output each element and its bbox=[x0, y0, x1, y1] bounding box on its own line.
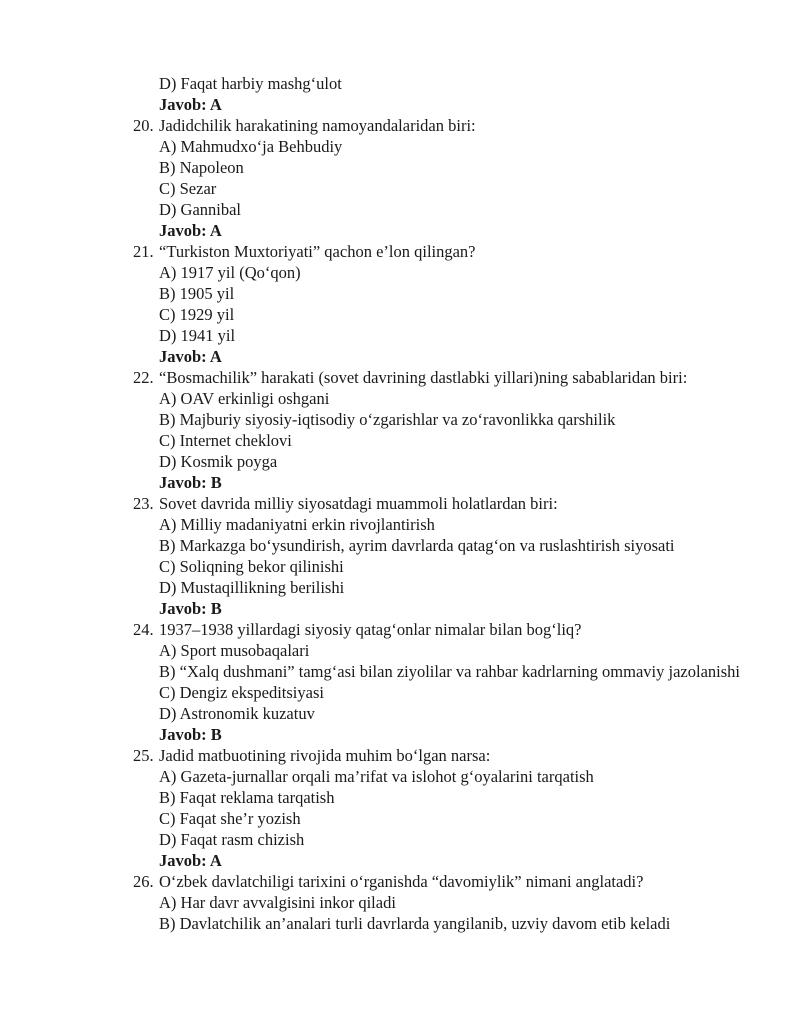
question-number: 22. bbox=[133, 368, 154, 387]
question-number: 25. bbox=[133, 746, 154, 765]
answer: Javob: A bbox=[159, 221, 222, 240]
question-26 bbox=[0, 871, 800, 892]
option: C) Soliqning bekor qilinishi bbox=[159, 557, 344, 576]
question-text: “Bosmachilik” harakati (sovet davrining dastlabki yillari)ning sabablaridan biri: bbox=[159, 368, 688, 387]
option: B) “Xalq dushmani” tamg‘asi bilan ziyolilar va rahbar kadrlarning ommaviy jazolanishi bbox=[159, 662, 740, 681]
question-number: 24. bbox=[133, 620, 154, 639]
question-23 bbox=[0, 493, 800, 514]
question-text: Sovet davrida milliy siyosatdagi muammoli holatlardan biri: bbox=[159, 494, 558, 513]
option: B) Majburiy siyosiy-iqtisodiy o‘zgarishlar va zo‘ravonlikka qarshilik bbox=[159, 410, 616, 429]
question-text: Jadidchilik harakatining namoyandalaridan biri: bbox=[159, 116, 476, 135]
option: D) Mustaqillikning berilishi bbox=[159, 578, 345, 597]
option: B) Napoleon bbox=[159, 158, 244, 177]
question-text: 1937–1938 yillardagi siyosiy qatag‘onlar nimalar bilan bog‘liq? bbox=[159, 620, 582, 639]
option: A) Har davr avvalgisini inkor qiladi bbox=[159, 893, 396, 912]
question-21 bbox=[0, 241, 800, 262]
question-number: 21. bbox=[133, 242, 154, 261]
option: C) Dengiz ekspeditsiyasi bbox=[159, 683, 324, 702]
option: A) Gazeta-jurnallar orqali ma’rifat va islohot g‘oyalarini tarqatish bbox=[159, 767, 594, 786]
answer: Javob: B bbox=[159, 725, 222, 744]
question-25 bbox=[0, 745, 800, 766]
answer: Javob: B bbox=[159, 473, 222, 492]
option: D) Gannibal bbox=[159, 200, 242, 219]
question-number: 23. bbox=[133, 494, 154, 513]
option: D) 1941 yil bbox=[159, 326, 236, 345]
question-text: Jadid matbuotining rivojida muhim bo‘lgan narsa: bbox=[159, 746, 491, 765]
question-24 bbox=[0, 619, 800, 640]
answer: Javob: B bbox=[159, 599, 222, 618]
option: C) 1929 yil bbox=[159, 305, 235, 324]
quiz-content bbox=[0, 73, 800, 934]
question-number: 20. bbox=[133, 116, 154, 135]
question-text: O‘zbek davlatchiligi tarixini o‘rganishda “davomiylik” nimani anglatadi? bbox=[159, 872, 644, 891]
option: C) Sezar bbox=[159, 179, 217, 198]
option: D) Astronomik kuzatuv bbox=[159, 704, 315, 723]
question-20 bbox=[0, 115, 800, 136]
option: A) OAV erkinligi oshgani bbox=[159, 389, 330, 408]
option-d-top: D) Faqat harbiy mashg‘ulot bbox=[159, 74, 342, 93]
question-22 bbox=[0, 367, 800, 388]
question-number: 26. bbox=[133, 872, 154, 891]
option: D) Faqat rasm chizish bbox=[159, 830, 305, 849]
answer: Javob: A bbox=[159, 851, 222, 870]
option: A) Milliy madaniyatni erkin rivojlantirish bbox=[159, 515, 435, 534]
option: C) Faqat she’r yozish bbox=[159, 809, 301, 828]
answer: Javob: A bbox=[159, 347, 222, 366]
option: B) Davlatchilik an’analari turli davrlarda yangilanib, uzviy davom etib keladi bbox=[159, 914, 671, 933]
option: B) Faqat reklama tarqatish bbox=[159, 788, 335, 807]
option: A) Sport musobaqalari bbox=[159, 641, 310, 660]
option: C) Internet cheklovi bbox=[159, 431, 292, 450]
option: B) 1905 yil bbox=[159, 284, 235, 303]
question-text: “Turkiston Muxtoriyati” qachon e’lon qilingan? bbox=[159, 242, 476, 261]
option: A) 1917 yil (Qo‘qon) bbox=[159, 263, 301, 282]
option: D) Kosmik poyga bbox=[159, 452, 278, 471]
answer-top: Javob: A bbox=[159, 95, 222, 114]
option: B) Markazga bo‘ysundirish, ayrim davrlarda qatag‘on va ruslashtirish siyosati bbox=[159, 536, 675, 555]
option: A) Mahmudxo‘ja Behbudiy bbox=[159, 137, 343, 156]
